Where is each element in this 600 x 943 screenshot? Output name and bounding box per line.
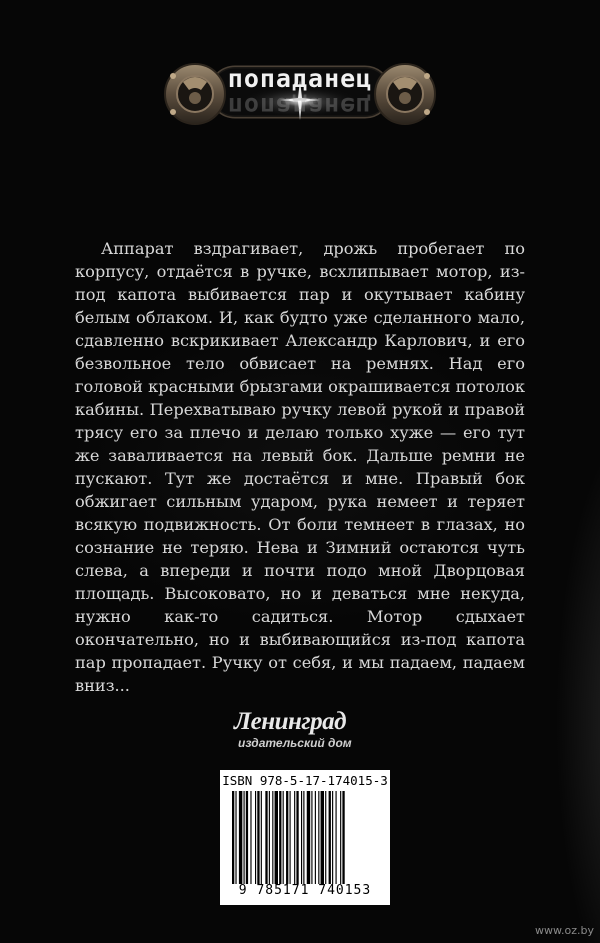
barcode-bar — [340, 791, 341, 884]
blurb-text: Аппарат вздрагивает, дрожь пробегает по корпусу, отдаётся в ручке, всхлипывает мотор, из-под капота выбивается пар и окутывает кабину белым облаком. И, как будто уже сделанного мало, сдавленно вскрикивает Александр Карлович, и его безвольное тело обвисает на ремнях. Над его головой красными брызгами окрашивается потолок кабины. Перехватываю ручку левой рукой и правой трясу его за плечо и делаю только хуже — его тут же заваливается на левый бок. Дальше ремни не пускают. Тут же достаётся и мне. Правый бок обжигает сильным ударом, рука немеет и теряет всякую подвижность. От боли темнеет в глазах, но сознание не теряю. Нева и Зимний остаются чуть слева, а впереди и почти подо мной Дворцовая площадь. Высоковато, но и деваться мне некуда, нужно как-то садиться. Мотор сдыхает окончательно, но и выбивающийся из-под капота пар пропадает. Ручку от себя, и мы падаем, падаем вниз... — [75, 239, 525, 695]
barcode-bar — [257, 791, 259, 884]
barcode-bar — [250, 791, 251, 884]
barcode-bar — [286, 791, 288, 884]
barcode-bar — [303, 791, 304, 884]
barcode-bar — [255, 791, 256, 884]
publisher-logo — [224, 708, 394, 758]
barcode-bar — [311, 791, 312, 884]
barcode-bar — [329, 791, 331, 884]
barcode-icon — [232, 791, 378, 884]
publisher-subtitle: издательский дом — [238, 736, 352, 750]
barcode-digits: 9 785171 740153 — [238, 883, 372, 898]
barcode-bar — [296, 791, 298, 884]
series-badge — [155, 42, 445, 147]
barcode-bar — [325, 791, 326, 884]
barcode-bar — [332, 791, 333, 884]
isbn-barcode-box — [220, 770, 390, 905]
barcode-bar — [290, 791, 291, 884]
barcode-bar — [239, 791, 242, 884]
barcode-bar — [269, 791, 270, 884]
barcode-bar — [261, 791, 262, 884]
isbn-label: ISBN 978-5-17-174015-3 — [222, 773, 388, 788]
barcode-bar — [321, 791, 324, 884]
barcode-bar — [307, 791, 310, 884]
barcode-bar — [246, 791, 248, 884]
barcode-bar — [244, 791, 245, 884]
barcode-bar — [318, 791, 319, 884]
barcode-bar — [301, 791, 302, 884]
barcode-bar — [283, 791, 284, 884]
watermark: www.oz.by — [535, 924, 594, 937]
series-title: попаданец — [227, 64, 373, 93]
barcode-bar — [315, 791, 316, 884]
barcode-bar — [232, 791, 234, 884]
barcode-bar — [294, 791, 295, 884]
barcode-bar — [275, 791, 278, 884]
barcode-bar — [272, 791, 273, 884]
barcode-bar — [265, 791, 267, 884]
barcode-bar — [235, 791, 236, 884]
publisher-name: Ленинград — [234, 708, 347, 735]
barcode-bar — [279, 791, 281, 884]
barcode-bar — [342, 791, 344, 884]
barcode-bar — [336, 791, 337, 884]
series-title-reflection: попаданец — [227, 92, 373, 121]
